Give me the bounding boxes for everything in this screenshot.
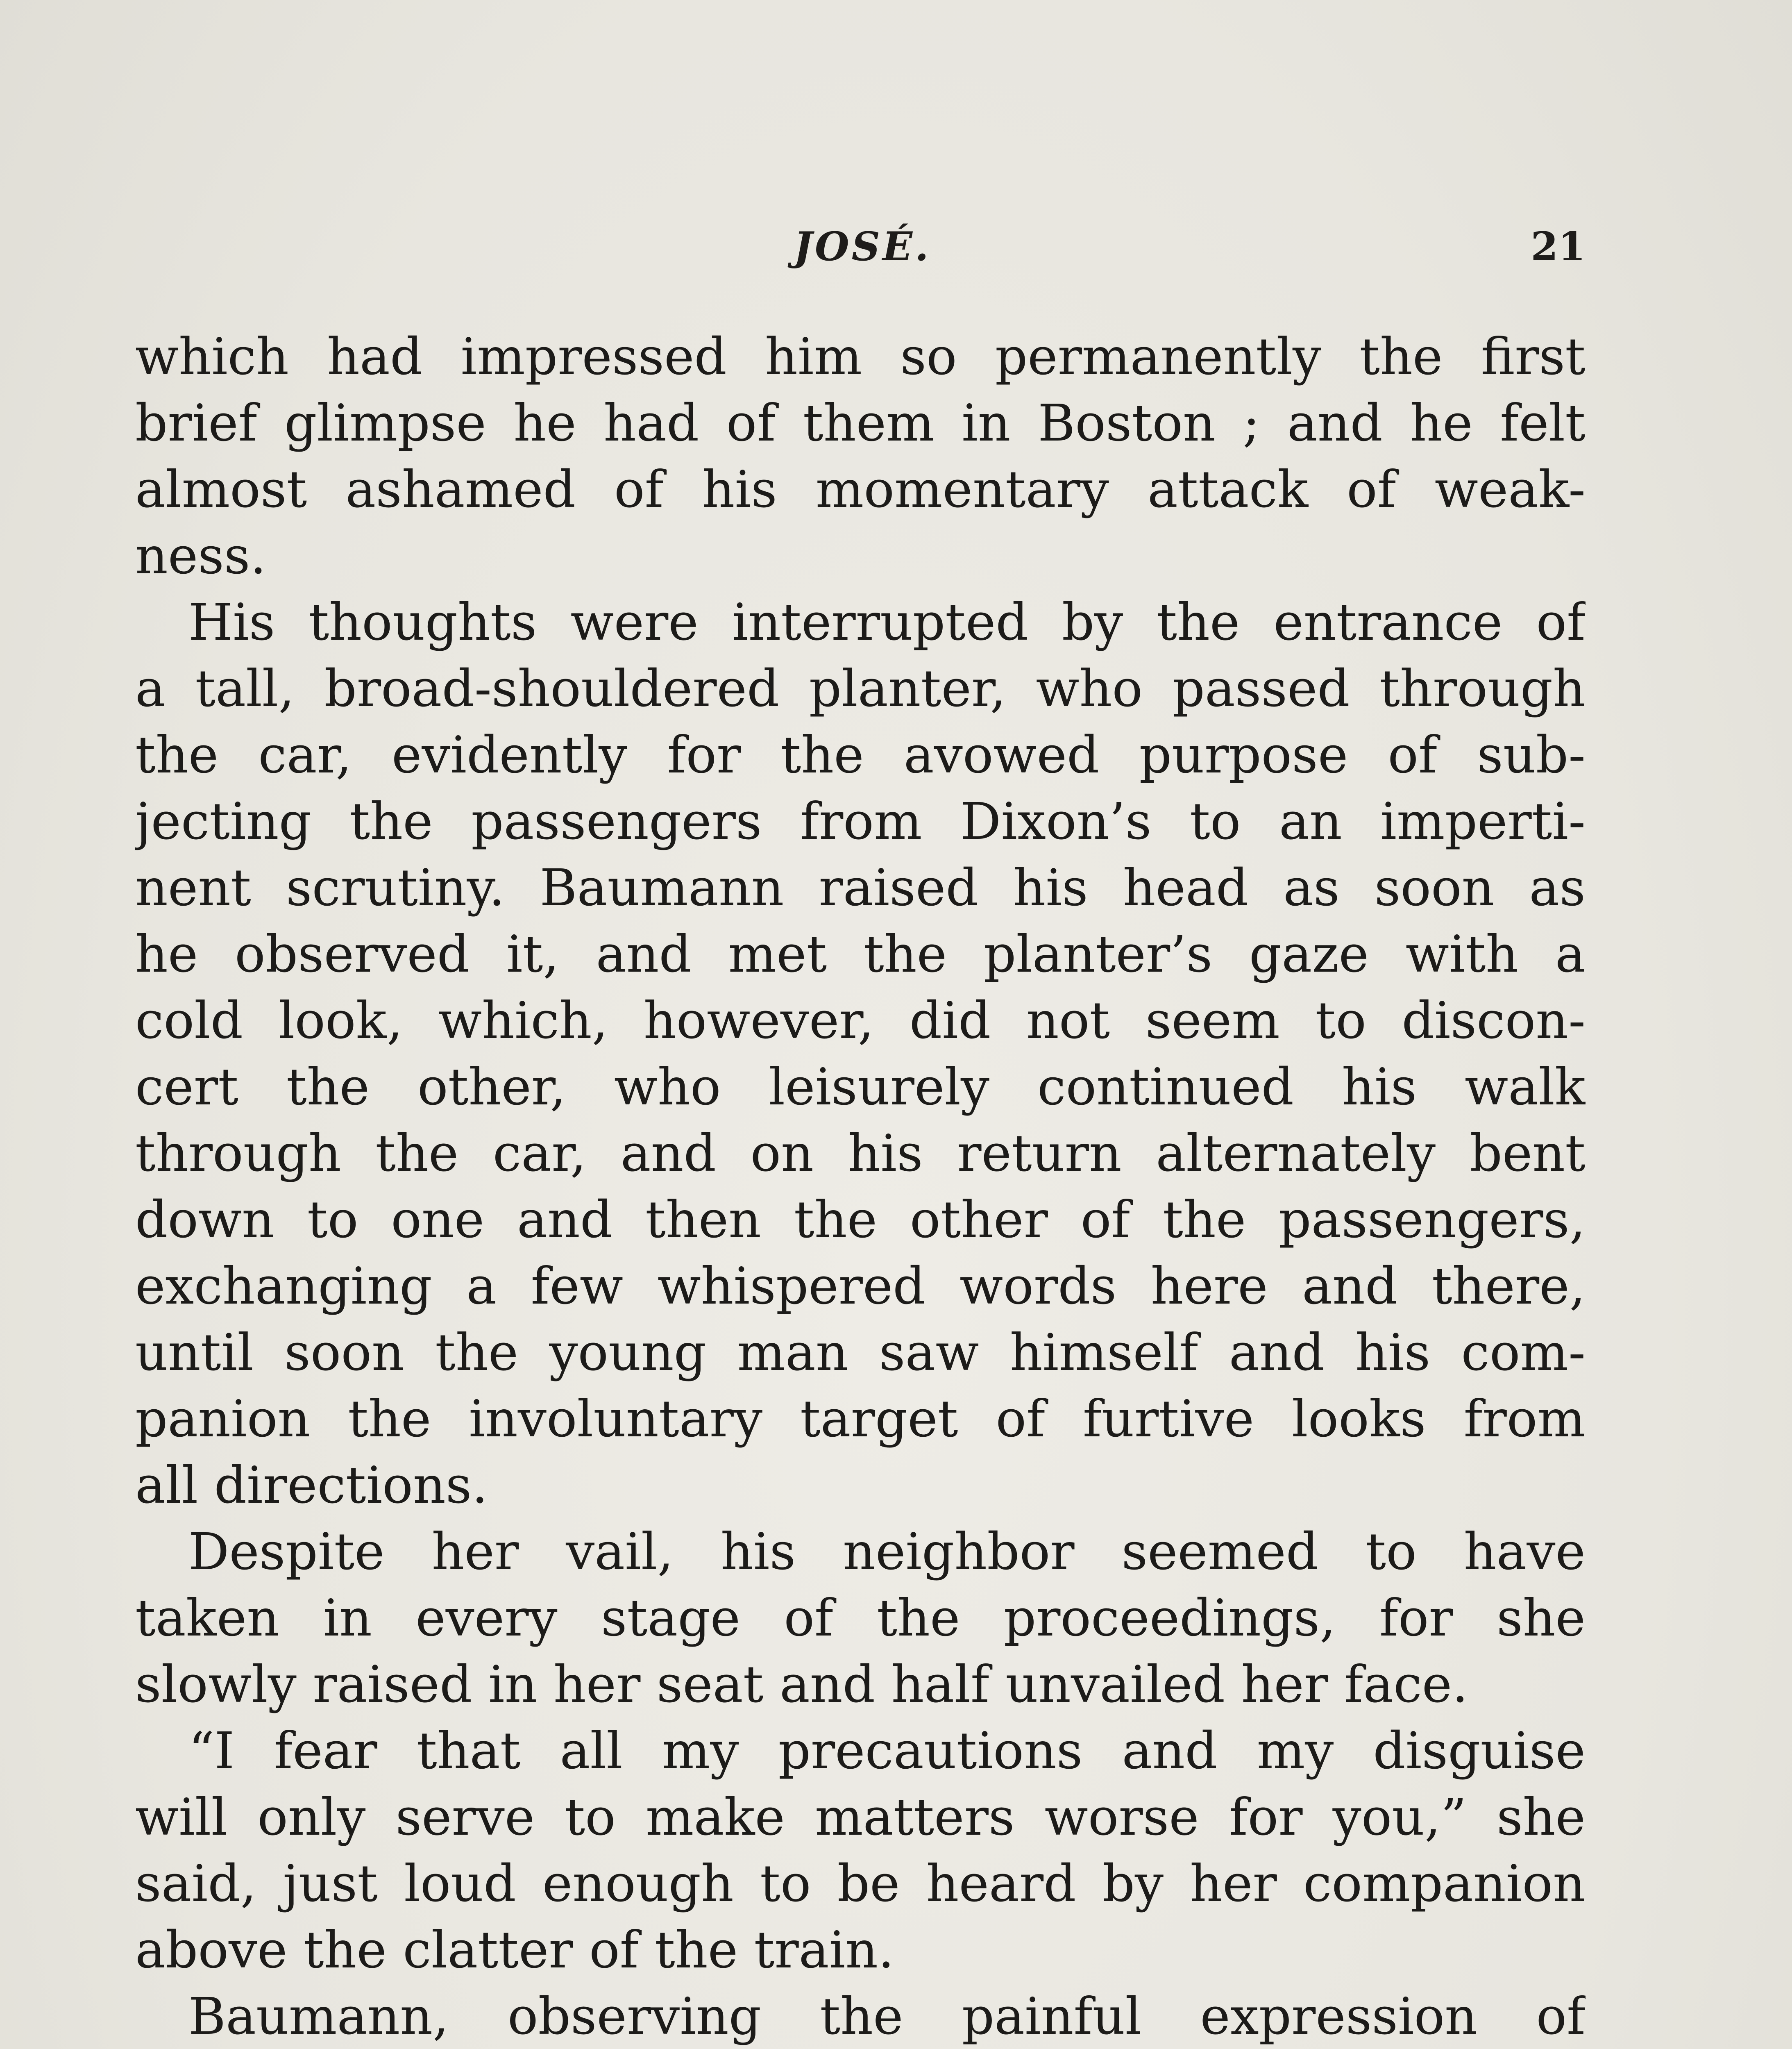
text-line: ness. xyxy=(135,527,266,586)
text-line: Baumann, observing the painful expression of xyxy=(188,1987,1586,2046)
running-title: JOSÉ. xyxy=(794,223,931,270)
text-line: slowly raised in her seat and half unvailed her face. xyxy=(135,1655,1468,1714)
text-line: jecting the passengers from Dixon’s to an imperti- xyxy=(135,792,1586,851)
text-line: taken in every stage of the proceedings, for she xyxy=(135,1589,1586,1648)
text-line: down to one and then the other of the passengers, xyxy=(135,1190,1586,1249)
text-line: exchanging a few whispered words here and there, xyxy=(135,1257,1586,1316)
text-line: a tall, broad-shouldered planter, who passed through xyxy=(135,659,1586,718)
text-line: cold look, which, however, did not seem to discon- xyxy=(135,991,1586,1050)
text-line: almost ashamed of his momentary attack of weak- xyxy=(135,460,1586,519)
text-line: the car, evidently for the avowed purpose of sub- xyxy=(135,726,1586,785)
running-header xyxy=(139,223,1586,281)
text-line: brief glimpse he had of them in Boston ; and he felt xyxy=(135,394,1586,453)
text-line: all directions. xyxy=(135,1456,488,1515)
body-text xyxy=(135,324,1586,2049)
text-line: Despite her vail, his neighbor seemed to have xyxy=(188,1522,1586,1581)
text-line: he observed it, and met the planter’s gaze with a xyxy=(135,925,1586,984)
text-line: which had impressed him so permanently the first xyxy=(135,327,1586,386)
text-line: through the car, and on his return alternately bent xyxy=(135,1124,1586,1183)
text-line: nent scrutiny. Baumann raised his head as soon as xyxy=(135,859,1586,918)
text-line: said, just loud enough to be heard by her companion xyxy=(135,1854,1586,1913)
text-line: “I fear that all my precautions and my disguise xyxy=(188,1722,1586,1781)
text-line: above the clatter of the train. xyxy=(135,1921,894,1980)
text-line: cert the other, who leisurely continued his walk xyxy=(135,1058,1586,1117)
text-line: until soon the young man saw himself and his com- xyxy=(135,1323,1586,1382)
text-line: panion the involuntary target of furtive looks from xyxy=(135,1390,1586,1449)
text-line: His thoughts were interrupted by the entrance of xyxy=(188,593,1586,652)
text-line: will only serve to make matters worse for you,” she xyxy=(135,1788,1586,1847)
page-number: 21 xyxy=(1531,223,1586,270)
